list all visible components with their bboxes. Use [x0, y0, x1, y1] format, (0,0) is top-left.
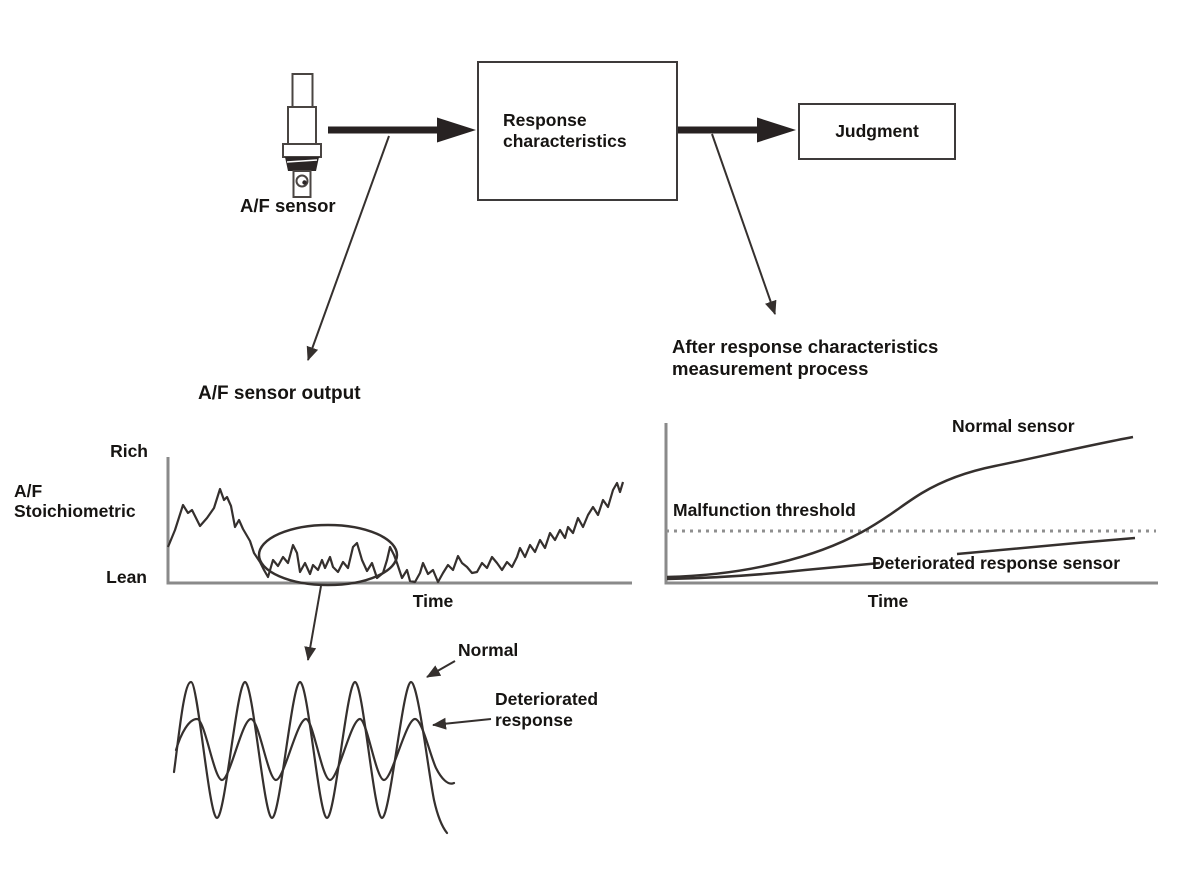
right-chart-title-line2: measurement process — [672, 358, 869, 379]
zoom-normal-label: Normal — [458, 640, 519, 660]
zoom-deteriorated-line2: response — [495, 710, 573, 730]
zoom-waveforms — [174, 682, 454, 833]
pointer-arrow-normal-label — [427, 661, 455, 677]
response-box-label-line1: Response — [503, 110, 587, 130]
pointer-arrow-deteriorated-label — [433, 719, 491, 725]
y-label-af: A/F — [14, 481, 43, 501]
zoom-ellipse — [259, 525, 397, 585]
judgment-box — [798, 103, 956, 160]
right-chart-title-line1: After response characteristics — [672, 336, 939, 357]
left-chart-title: A/F sensor output — [198, 383, 361, 404]
left-x-label-time: Time — [412, 591, 454, 611]
pointer-arrow-to-left-chart — [308, 136, 389, 360]
normal-sensor-label: Normal sensor — [952, 416, 1075, 436]
af-sensor-icon — [283, 74, 321, 197]
deteriorated-waveform — [176, 719, 454, 784]
y-label-lean: Lean — [106, 567, 147, 587]
y-label-stoichiometric-word: Stoichiometric — [14, 501, 136, 521]
flow-arrow-response-to-judgment — [677, 118, 796, 143]
right-x-label-time: Time — [867, 591, 909, 611]
response-characteristics-box — [477, 61, 678, 201]
af-sensor-label: A/F sensor — [240, 195, 336, 216]
y-label-rich: Rich — [110, 441, 148, 461]
normal-waveform — [174, 682, 447, 833]
deteriorated-sensor-curve-upper — [957, 538, 1135, 554]
zoom-deteriorated-line1: Deteriorated — [495, 689, 599, 709]
y-label-stoichiometric — [14, 481, 136, 521]
left-chart — [168, 457, 632, 585]
malfunction-threshold-label: Malfunction threshold — [673, 500, 856, 520]
flow-arrow-sensor-to-response — [328, 118, 476, 143]
right-chart-title — [672, 336, 938, 380]
af-signal-curve — [168, 482, 623, 582]
left-chart-axes — [168, 457, 632, 583]
deteriorated-sensor-label: Deteriorated response sensor — [872, 553, 1121, 573]
zoom-deteriorated-label — [495, 689, 598, 731]
pointer-arrow-ellipse-to-zoom — [308, 586, 321, 660]
response-box-label-line2: characteristics — [503, 131, 627, 151]
pointer-arrow-to-right-chart — [712, 134, 775, 314]
judgment-box-label: Judgment — [835, 121, 919, 141]
